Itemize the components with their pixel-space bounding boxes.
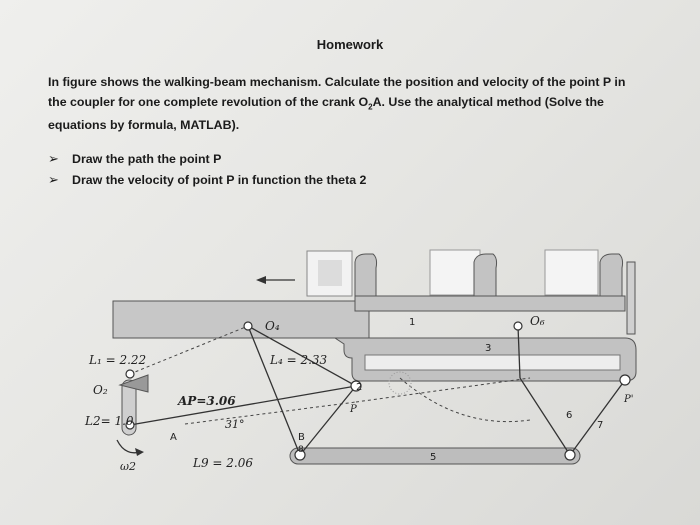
label-o6: O₆	[530, 314, 545, 328]
rocker-joint	[565, 450, 575, 460]
label-omega: ω2	[120, 460, 136, 473]
label-link-2: 2	[356, 382, 363, 393]
task-text: Draw the velocity of point P in function the theta 2	[72, 172, 367, 187]
label-l2: L2= 1.0	[85, 414, 134, 428]
label-link-6: 6	[566, 410, 573, 421]
ground-frame	[113, 301, 369, 338]
label-p: P	[350, 404, 357, 415]
coupler-window	[365, 355, 620, 370]
label-b: B	[298, 432, 305, 443]
label-link-8: 8	[298, 445, 304, 455]
omega-arrowhead-icon	[135, 448, 144, 456]
label-o4: O₄	[265, 319, 280, 333]
label-a: A	[170, 432, 177, 443]
page-title: Homework	[316, 37, 384, 52]
problem-line-1: In figure shows the walking-beam mechanism. Calculate the position and velocity of the point P in	[48, 75, 626, 89]
o2-joint	[126, 370, 134, 378]
direction-arrow	[256, 276, 295, 284]
o4-joint	[244, 322, 252, 330]
label-l1: L₁ = 2.22	[89, 353, 147, 367]
task-text: Draw the path the point P	[72, 151, 222, 166]
box-2	[430, 250, 480, 295]
label-link-5: 5	[430, 452, 437, 463]
label-angle: 31°	[225, 418, 245, 431]
box-3	[545, 250, 598, 295]
bullet-arrow-icon: ➢	[48, 171, 59, 187]
label-ap: AP=3.06	[178, 394, 236, 408]
label-p-prime: P'	[624, 394, 634, 405]
box-1-shade	[318, 260, 342, 286]
bullet-arrow-icon: ➢	[48, 150, 59, 166]
label-o2: O₂	[93, 383, 108, 397]
problem-subscript: 2	[368, 101, 373, 111]
label-link-1: 1	[409, 317, 416, 328]
o6-joint	[514, 322, 522, 330]
problem-line-2-start: the coupler for one complete revolution of the crank O	[48, 94, 369, 109]
problem-line-2-end: A. Use the analytical method (Solve the	[372, 94, 604, 109]
problem-line-3: equations by formula, MATLAB).	[48, 118, 240, 133]
label-link-7: 7	[597, 420, 604, 431]
label-l4: L₄ = 2.33	[270, 353, 328, 367]
label-l9: L9 = 2.06	[193, 456, 254, 470]
p-prime-joint	[620, 375, 630, 385]
label-link-3: 3	[485, 343, 492, 354]
